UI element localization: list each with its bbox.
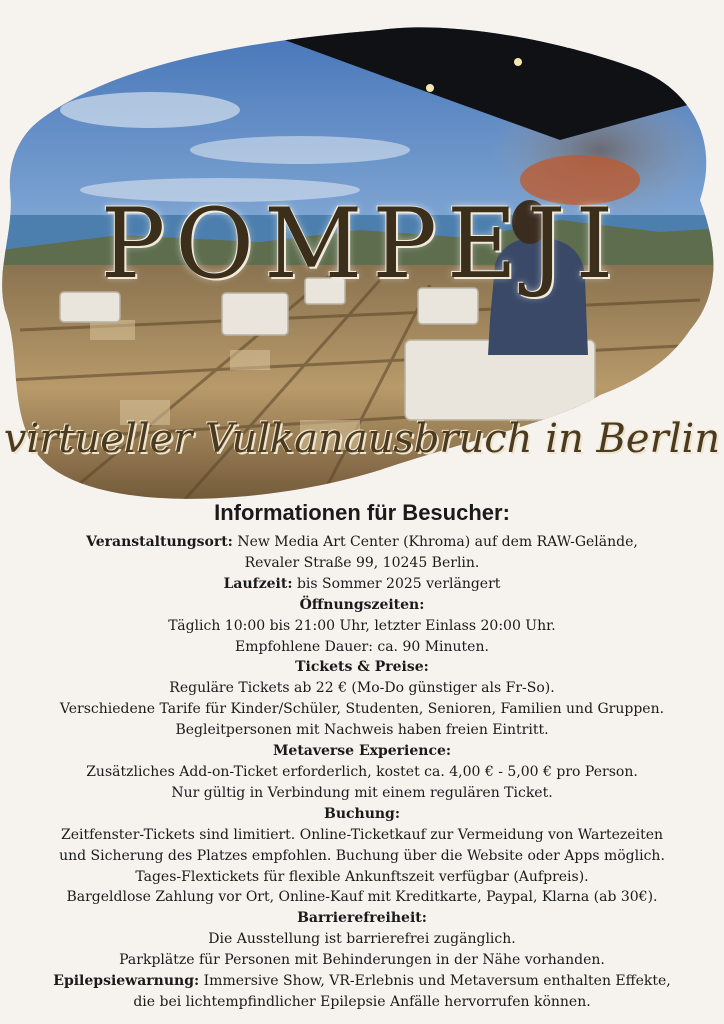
- metaverse-line-1: Zusätzliches Add-on-Ticket erforderlich, kostet ca. 4,00 € - 5,00 € pro Person.: [86, 763, 638, 780]
- access-line-2: Parkplätze für Personen mit Behinderungen in der Nähe vorhanden.: [119, 952, 605, 969]
- epilepsy-line-2: die bei lichtempfindlicher Epilepsie Anfälle hervorrufen können.: [133, 993, 591, 1010]
- booking-line-3: Tages-Flextickets für flexible Ankunftszeit verfügbar (Aufpreis).: [135, 868, 589, 885]
- access-line-1: Die Ausstellung ist barrierefrei zugänglich.: [208, 931, 516, 948]
- runtime-label: Laufzeit:: [223, 575, 293, 592]
- venue-line: [0, 532, 724, 553]
- epilepsy-label: Epilepsiewarnung:: [53, 973, 200, 990]
- visitor-info: [0, 500, 724, 1013]
- venue-text: New Media Art Center (Khroma) auf dem RAW-Gelände,: [237, 534, 638, 550]
- info-heading: Informationen für Besucher:: [214, 500, 510, 525]
- runtime-line: [0, 574, 724, 595]
- hours-line-2: Empfohlene Dauer: ca. 90 Minuten.: [235, 638, 489, 655]
- tickets-line-2: Verschiedene Tarife für Kinder/Schüler, Studenten, Senioren, Familien und Gruppen.: [59, 701, 665, 718]
- booking-line-4: Bargeldlose Zahlung vor Ort, Online-Kauf mit Kreditkarte, Paypal, Klarna (ab 30€).: [66, 889, 658, 906]
- venue-address: Revaler Straße 99, 10245 Berlin.: [244, 554, 480, 571]
- booking-heading: Buchung:: [323, 805, 401, 822]
- tickets-heading: Tickets & Preise:: [295, 659, 429, 676]
- booking-line-1: Zeitfenster-Tickets sind limitiert. Online-Ticketkauf zur Vermeidung von Wartezeiten: [61, 826, 663, 843]
- metaverse-heading: Metaverse Experience:: [272, 743, 452, 760]
- runtime-text: bis Sommer 2025 verlängert: [296, 575, 501, 592]
- poster-title: POMPEJI: [100, 188, 624, 300]
- access-heading: Barrierefreiheit:: [297, 910, 427, 927]
- epilepsy-line: [0, 971, 724, 992]
- hours-heading: Öffnungszeiten:: [299, 596, 425, 613]
- metaverse-line-2: Nur gültig in Verbindung mit einem regulären Ticket.: [171, 784, 553, 801]
- tickets-line-3: Begleitpersonen mit Nachweis haben freien Eintritt.: [175, 722, 549, 739]
- epilepsy-text: Immersive Show, VR-Erlebnis und Metaversum enthalten Effekte,: [203, 973, 671, 990]
- booking-line-2: und Sicherung des Platzes empfohlen. Buchung über die Website oder Apps möglich.: [59, 847, 665, 864]
- poster-subtitle: virtueller Vulkanausbruch in Berlin: [3, 416, 721, 462]
- hours-line-1: Täglich 10:00 bis 21:00 Uhr, letzter Einlass 20:00 Uhr.: [168, 617, 556, 634]
- tickets-line-1: Reguläre Tickets ab 22 € (Mo-Do günstiger als Fr-So).: [169, 680, 555, 697]
- venue-label: Veranstaltungsort:: [86, 534, 233, 550]
